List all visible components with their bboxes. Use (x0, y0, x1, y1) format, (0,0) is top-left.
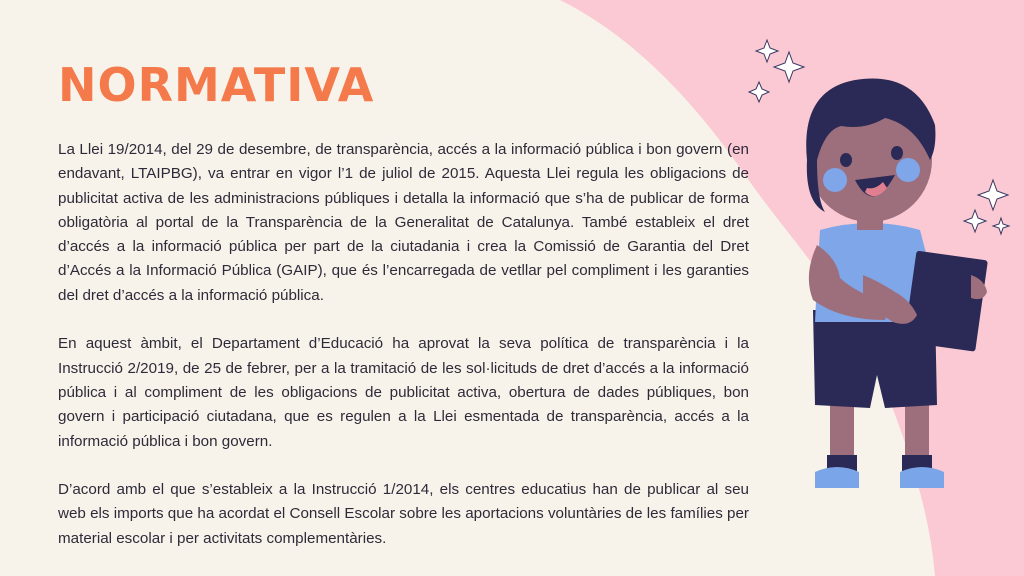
body-text (58, 138, 749, 575)
child-illustration (745, 30, 1015, 500)
paragraph-1: La Llei 19/2014, del 29 de desembre, de transparència, accés a la informació pública i bon govern (en endavant, LTAIPBG), va entrar en vigor l’1 de juliol de 2015. Aquesta Llei regula les obligacions de publicitat activa de les administracions públiques i detalla la informació que s’ha de publicar de forma obligatòria al portal de la Transparència de la Generalitat de Catalunya. També estableix el dret d’accés a la informació pública per part de la ciutadania i crea la Comissió de Garantia del Dret d’Accés a la Informació Pública (GAIP), que és l’encarregada de vetllar pel compliment i les garanties del dret d’accés a la informació pública. (58, 141, 749, 304)
paragraph-3: D’acord amb el que s’estableix a la Instrucció 1/2014, els centres educatius han de publicar al seu web els imports que ha acordat el Consell Escolar sobre les aportacions voluntàries de les famílies per material escolar i per activitats complementàries. (58, 481, 749, 547)
sparkle-icon (964, 180, 1009, 234)
paragraph-2: En aquest àmbit, el Departament d’Educació ha aprovat la seva política de transparència i la Instrucció 2/2019, de 25 de febrer, per a la tramitació de les sol·licituds de dret d’accés a la informació pública i al compliment de les obligacions de publicitat activa, obertura de dades públiques, bon govern i participació ciutadana, que es regulen a la Llei esmentada de transparència, accés a la informació pública i bon govern. (58, 335, 749, 450)
sparkle-icon (749, 40, 804, 102)
page-title: NORMATIVA (58, 58, 375, 112)
